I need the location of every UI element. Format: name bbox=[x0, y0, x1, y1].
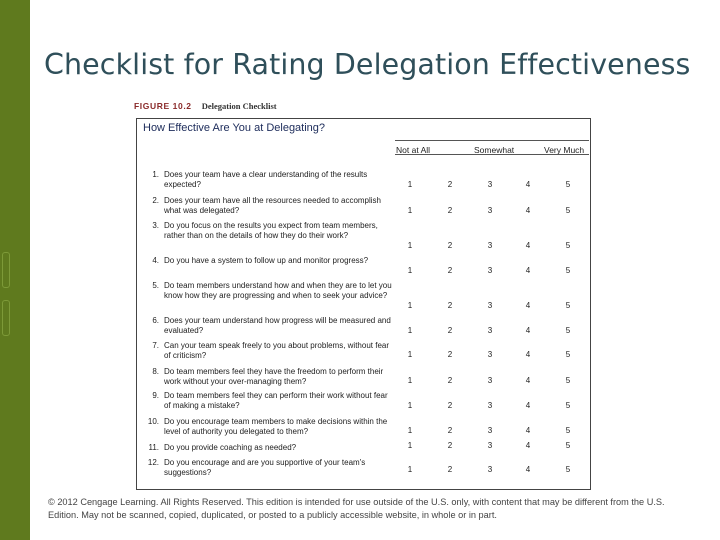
rating-option-4[interactable]: 4 bbox=[525, 441, 531, 450]
rating-option-4[interactable]: 4 bbox=[525, 426, 531, 435]
item-number: 11. bbox=[148, 443, 159, 452]
rating-option-2[interactable]: 2 bbox=[447, 180, 453, 189]
scale-label-somewhat: Somewhat bbox=[474, 145, 515, 155]
checklist-heading: How Effective Are You at Delegating? bbox=[143, 122, 326, 134]
item-question: Do you encourage team members to make decisions within the level of authority you delegated to them? bbox=[164, 417, 388, 436]
delegation-checklist bbox=[136, 118, 591, 490]
rating-option-4[interactable]: 4 bbox=[525, 401, 531, 410]
rating-option-3[interactable]: 3 bbox=[487, 376, 493, 385]
rating-option-5[interactable]: 5 bbox=[565, 350, 571, 359]
rating-option-2[interactable]: 2 bbox=[447, 350, 453, 359]
rating-option-4[interactable]: 4 bbox=[525, 206, 531, 215]
scale-label-not-at-all: Not at All bbox=[396, 145, 431, 155]
rating-option-2[interactable]: 2 bbox=[447, 376, 453, 385]
copyright-notice: © 2012 Cengage Learning. All Rights Reserved. This edition is intended for use outside of the U.S. only, with content that may be different from the U.S. Edition. May not be scanned, copied, duplicated, or posted to a publicly accessible website, in whole or in part. bbox=[48, 497, 665, 520]
band-ornament bbox=[2, 300, 10, 336]
rating-option-1[interactable]: 1 bbox=[407, 441, 413, 450]
rating-option-2[interactable]: 2 bbox=[447, 206, 453, 215]
rating-option-1[interactable]: 1 bbox=[407, 401, 413, 410]
item-number: 3. bbox=[152, 221, 159, 230]
rating-option-3[interactable]: 3 bbox=[487, 401, 493, 410]
rating-option-2[interactable]: 2 bbox=[447, 266, 453, 275]
rating-option-5[interactable]: 5 bbox=[565, 401, 571, 410]
rating-option-5[interactable]: 5 bbox=[565, 266, 571, 275]
rating-option-2[interactable]: 2 bbox=[447, 326, 453, 335]
item-question: Can your team speak freely to you about problems, without fear of criticism? bbox=[164, 341, 390, 360]
rating-option-1[interactable]: 1 bbox=[407, 465, 413, 474]
item-number: 12. bbox=[147, 458, 159, 467]
rating-option-2[interactable]: 2 bbox=[447, 426, 453, 435]
item-question: Do you have a system to follow up and monitor progress? bbox=[164, 256, 369, 265]
rating-option-2[interactable]: 2 bbox=[447, 401, 453, 410]
rating-option-4[interactable]: 4 bbox=[525, 301, 531, 310]
item-question: Does your team have all the resources needed to accomplish what was delegated? bbox=[164, 196, 382, 215]
rating-option-3[interactable]: 3 bbox=[487, 241, 493, 250]
rating-option-4[interactable]: 4 bbox=[525, 266, 531, 275]
item-number: 2. bbox=[152, 196, 159, 205]
item-question: Do you focus on the results you expect from team members, rather than on the details of how they do their work? bbox=[164, 221, 378, 240]
rating-option-1[interactable]: 1 bbox=[407, 426, 413, 435]
rating-option-1[interactable]: 1 bbox=[407, 206, 413, 215]
scale-label-very-much: Very Much bbox=[544, 145, 585, 155]
item-number: 10. bbox=[147, 417, 159, 426]
rating-option-2[interactable]: 2 bbox=[447, 465, 453, 474]
rating-option-3[interactable]: 3 bbox=[487, 206, 493, 215]
rating-option-3[interactable]: 3 bbox=[487, 441, 493, 450]
item-question: Does your team have a clear understanding of the results expected? bbox=[164, 170, 368, 189]
rating-option-4[interactable]: 4 bbox=[525, 376, 531, 385]
rating-option-1[interactable]: 1 bbox=[407, 241, 413, 250]
rating-option-5[interactable]: 5 bbox=[565, 376, 571, 385]
rating-option-1[interactable]: 1 bbox=[407, 301, 413, 310]
rating-option-1[interactable]: 1 bbox=[407, 350, 413, 359]
rating-option-3[interactable]: 3 bbox=[487, 180, 493, 189]
rating-option-3[interactable]: 3 bbox=[487, 426, 493, 435]
item-question: Do you provide coaching as needed? bbox=[164, 443, 297, 452]
band-ornament bbox=[2, 252, 10, 288]
slide-title: Checklist for Rating Delegation Effectiveness bbox=[44, 48, 691, 81]
item-question: Do you encourage and are you supportive of your team's suggestions? bbox=[164, 458, 366, 477]
rating-option-2[interactable]: 2 bbox=[447, 241, 453, 250]
item-question: Do team members feel they have the freedom to perform their work without your over-managing them? bbox=[164, 367, 384, 386]
rating-option-1[interactable]: 1 bbox=[407, 180, 413, 189]
item-number: 9. bbox=[152, 391, 159, 400]
rating-option-3[interactable]: 3 bbox=[487, 350, 493, 359]
rating-option-3[interactable]: 3 bbox=[487, 326, 493, 335]
item-number: 1. bbox=[152, 170, 159, 179]
item-number: 8. bbox=[152, 367, 159, 376]
item-number: 7. bbox=[152, 341, 159, 350]
rating-option-3[interactable]: 3 bbox=[487, 266, 493, 275]
rating-option-5[interactable]: 5 bbox=[565, 301, 571, 310]
figure-caption bbox=[134, 101, 277, 111]
item-number: 5. bbox=[152, 281, 159, 290]
rating-option-2[interactable]: 2 bbox=[447, 441, 453, 450]
rating-option-5[interactable]: 5 bbox=[565, 180, 571, 189]
rating-option-5[interactable]: 5 bbox=[565, 465, 571, 474]
question-list bbox=[137, 119, 590, 489]
item-question: Do team members understand how and when they are to let you know how they are progressing and when to seek your advice? bbox=[164, 281, 392, 300]
side-decorative-band bbox=[0, 0, 30, 540]
rating-option-2[interactable]: 2 bbox=[447, 301, 453, 310]
item-number: 6. bbox=[152, 316, 159, 325]
rating-option-4[interactable]: 4 bbox=[525, 180, 531, 189]
rating-option-5[interactable]: 5 bbox=[565, 241, 571, 250]
rating-option-1[interactable]: 1 bbox=[407, 326, 413, 335]
rating-option-5[interactable]: 5 bbox=[565, 426, 571, 435]
figure-name: Delegation Checklist bbox=[201, 101, 277, 111]
rating-option-4[interactable]: 4 bbox=[525, 350, 531, 359]
rating-option-5[interactable]: 5 bbox=[565, 206, 571, 215]
item-question: Do team members feel they can perform their work without fear of making a mistake? bbox=[164, 391, 388, 410]
rating-option-4[interactable]: 4 bbox=[525, 465, 531, 474]
rating-option-5[interactable]: 5 bbox=[565, 326, 571, 335]
rating-option-1[interactable]: 1 bbox=[407, 376, 413, 385]
item-question: Does your team understand how progress will be measured and evaluated? bbox=[164, 316, 391, 335]
rating-option-3[interactable]: 3 bbox=[487, 301, 493, 310]
figure-number: FIGURE 10.2 bbox=[134, 101, 192, 111]
rating-option-3[interactable]: 3 bbox=[487, 465, 493, 474]
rating-option-1[interactable]: 1 bbox=[407, 266, 413, 275]
item-number: 4. bbox=[152, 256, 159, 265]
rating-option-5[interactable]: 5 bbox=[565, 441, 571, 450]
rating-option-4[interactable]: 4 bbox=[525, 326, 531, 335]
rating-option-4[interactable]: 4 bbox=[525, 241, 531, 250]
